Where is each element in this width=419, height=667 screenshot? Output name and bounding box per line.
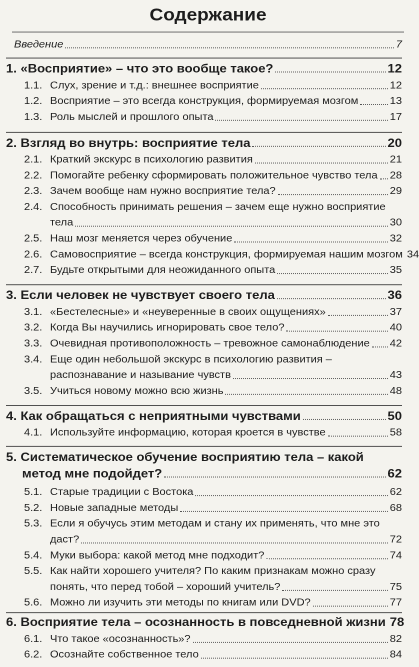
toc-page-number: 62	[387, 466, 402, 481]
title-divider	[12, 32, 404, 33]
toc-section-3-4-cont[interactable]	[50, 368, 402, 383]
toc-chapter-5-cont[interactable]	[22, 464, 402, 483]
toc-section-5-1[interactable]	[24, 485, 402, 500]
page-title: Содержание	[149, 5, 267, 26]
toc-page-number: 77	[389, 597, 402, 609]
dot-leader	[380, 175, 388, 180]
section-number: 5.6.	[24, 597, 43, 609]
toc-chapter-2[interactable]	[6, 134, 402, 153]
toc-chapter-1[interactable]	[6, 59, 402, 78]
toc-section-5-5[interactable]	[24, 564, 402, 579]
dot-leader	[286, 327, 387, 332]
section-title: Что такое «осознанность»?	[50, 633, 191, 645]
section-title: Старые традиции с Востока	[50, 486, 194, 498]
toc-section-2-3[interactable]	[24, 184, 402, 199]
toc-page-number: 35	[389, 264, 402, 276]
toc-page-number: 42	[389, 338, 402, 350]
section-number: 6.2.	[24, 649, 43, 661]
chapter-number: 6.	[6, 614, 17, 629]
section-title: Краткий экскурс в психологию развития	[50, 154, 253, 166]
chapter-title: Взгляд во внутрь: восприятие тела	[20, 135, 251, 150]
section-number: 5.5.	[24, 565, 43, 577]
toc-page-number: 40	[389, 322, 402, 334]
toc-section-6-1[interactable]	[24, 632, 402, 647]
section-title: Новые западные методы	[50, 502, 179, 514]
chapter-divider	[6, 284, 402, 285]
toc-section-3-1[interactable]	[24, 305, 402, 320]
dot-leader	[303, 415, 386, 420]
section-number: 5.2.	[24, 502, 43, 514]
section-title-cont: даст?	[50, 534, 80, 546]
section-number: 1.2.	[24, 95, 43, 107]
section-number: 3.4.	[24, 353, 43, 366]
dot-leader	[233, 374, 388, 379]
section-number: 2.1.	[24, 154, 43, 166]
dot-leader	[275, 68, 385, 73]
dot-leader	[65, 44, 394, 49]
toc-page-number: 68	[389, 502, 402, 514]
section-title: Используйте информацию, которая кроется в чувстве	[50, 427, 326, 439]
toc-page-number: 84	[389, 649, 402, 661]
section-number: 4.1.	[24, 427, 43, 439]
toc-entry-text: Введение	[14, 39, 64, 51]
toc-page-number: 32	[389, 233, 402, 245]
chapter-divider	[6, 446, 402, 447]
toc-page-number: 37	[389, 306, 402, 318]
toc-section-3-5[interactable]	[24, 384, 402, 399]
dot-leader	[266, 555, 387, 560]
toc-section-5-2[interactable]	[24, 501, 402, 516]
chapter-number: 4.	[6, 408, 17, 423]
toc-section-1-2[interactable]	[24, 94, 402, 109]
dot-leader	[234, 238, 387, 243]
toc-page-number: 20	[387, 135, 402, 150]
dot-leader	[193, 638, 388, 643]
chapter-divider	[6, 405, 402, 406]
section-number: 5.1.	[24, 486, 43, 498]
toc-section-5-5-cont[interactable]	[50, 580, 402, 595]
toc-page-number: 30	[389, 217, 402, 229]
section-title-cont: тела	[50, 217, 74, 229]
dot-leader	[180, 507, 388, 512]
toc-page-number: 13	[389, 95, 402, 107]
dot-leader	[328, 311, 388, 316]
toc-page-number: 74	[389, 549, 402, 562]
section-number: 2.4.	[24, 201, 43, 213]
section-title-cont: понять, что перед тобой – хороший учитель?	[50, 581, 281, 593]
section-title: Роль мыслей и прошлого опыта	[50, 111, 214, 123]
toc-page-number: 29	[389, 185, 402, 197]
section-title: Самовосприятие – всегда конструкция, формируемая нашим мозгом	[50, 248, 403, 261]
dot-leader	[328, 432, 388, 437]
section-number: 2.7.	[24, 264, 43, 276]
toc-page-number: 75	[389, 581, 402, 593]
dot-leader	[372, 343, 388, 348]
toc-section-1-3[interactable]	[24, 110, 402, 125]
section-title: Помогайте ребенку сформировать положительное чувство тела	[50, 170, 378, 182]
chapter-divider	[6, 132, 402, 133]
chapter-title: Как обращаться с неприятными чувствами	[20, 408, 301, 423]
section-number: 5.3.	[24, 518, 43, 530]
dot-leader	[277, 294, 386, 299]
toc-section-5-6[interactable]	[24, 595, 402, 610]
chapter-number: 2.	[6, 135, 17, 150]
section-title: Еще один небольшой экскурс в психологию развития –	[50, 353, 332, 366]
dot-leader	[225, 390, 387, 395]
toc-page-number: 12	[389, 79, 402, 92]
section-number: 2.2.	[24, 170, 43, 182]
chapter-title: «Восприятие» – что это вообще такое?	[20, 61, 274, 76]
chapter-number: 1.	[6, 61, 17, 76]
section-number: 3.5.	[24, 385, 43, 397]
toc-section-2-1[interactable]	[24, 152, 402, 167]
dot-leader	[277, 269, 388, 274]
toc-section-2-2[interactable]	[24, 168, 402, 183]
toc-section-5-4[interactable]	[24, 548, 402, 563]
toc-section-3-4[interactable]	[24, 352, 402, 367]
section-title: Можно ли изучить эти методы по книгам или DVD?	[50, 597, 311, 609]
toc-section-2-4[interactable]	[24, 200, 402, 215]
section-title: Зачем вообще нам нужно восприятие тела?	[50, 185, 276, 197]
toc-page-number: 17	[389, 111, 402, 123]
toc-section-5-3-cont[interactable]	[50, 532, 402, 547]
dot-leader	[255, 159, 388, 164]
dot-leader	[201, 654, 388, 659]
section-number: 1.1.	[24, 79, 43, 92]
chapter-number: 3.	[6, 287, 17, 302]
section-number: 3.3.	[24, 338, 43, 350]
section-title: Слух, зрение и т.д.: внешнее восприятие	[50, 79, 259, 92]
section-title: Учиться новому можно всю жизнь	[50, 385, 224, 397]
toc-section-4-1[interactable]	[24, 425, 402, 440]
toc-section-6-2[interactable]	[24, 647, 402, 662]
dot-leader	[252, 142, 385, 147]
dot-leader	[282, 586, 387, 591]
dot-leader	[75, 222, 388, 227]
toc-page-number: 7	[395, 39, 402, 51]
toc-page-number: 36	[387, 287, 402, 302]
toc-section-2-6[interactable]	[24, 247, 419, 262]
dot-leader	[195, 491, 387, 496]
toc-page-number: 78	[389, 614, 405, 629]
toc-page-number: 58	[389, 427, 402, 439]
toc-chapter-4[interactable]	[6, 407, 402, 426]
section-title: Как найти хорошего учителя? По каким признакам можно сразу	[50, 565, 376, 577]
dot-leader	[215, 116, 387, 121]
section-number: 3.2.	[24, 322, 43, 334]
section-title: Будьте открытыми для неожиданного опыта	[50, 264, 276, 276]
dot-leader	[278, 190, 388, 195]
toc-section-3-2[interactable]	[24, 320, 402, 335]
dot-leader	[360, 100, 387, 105]
toc-page-number: 72	[389, 534, 402, 546]
dot-leader	[261, 85, 388, 90]
toc-page-number: 28	[389, 170, 402, 182]
toc-page-number: 12	[387, 61, 402, 76]
section-title: «Бестелесные» и «неуверенные в своих ощущениях»	[50, 306, 326, 318]
toc-page-number: 21	[389, 154, 402, 166]
chapter-divider	[6, 58, 402, 59]
toc-page-number: 62	[389, 486, 402, 498]
toc-page-number: 50	[387, 408, 402, 423]
section-title: Восприятие – это всегда конструкция, формируемая мозгом	[50, 95, 359, 107]
section-title: Когда Вы научились игнорировать свое тело?	[50, 322, 285, 334]
dot-leader	[81, 539, 388, 544]
section-title: Наш мозг меняется через обучение	[50, 233, 233, 245]
section-title-cont: распознавание и называние чувств	[50, 369, 231, 381]
chapter-title: Систематическое обучение восприятию тела – какой	[20, 449, 364, 464]
toc-section-5-3[interactable]	[24, 517, 402, 532]
chapter-title: Если человек не чувствует своего тела	[20, 287, 275, 302]
toc-page-number: 43	[389, 369, 402, 381]
toc-chapter-6[interactable]	[6, 613, 405, 632]
toc-section-2-4-cont[interactable]	[50, 216, 402, 231]
toc-entry-intro[interactable]	[14, 37, 402, 52]
section-number: 6.1.	[24, 633, 43, 645]
section-number: 2.5.	[24, 233, 43, 245]
toc-section-2-7[interactable]	[24, 263, 402, 278]
section-title: Очевидная противоположность – тревожное самонаблюдение	[50, 338, 370, 350]
toc-page-number: 48	[389, 385, 402, 397]
chapter-number: 5.	[6, 449, 17, 464]
section-title: Осознайте собственное тело	[50, 649, 199, 661]
section-number: 2.3.	[24, 185, 43, 197]
toc-page-number: 82	[389, 633, 402, 645]
section-number: 5.4.	[24, 549, 43, 562]
toc-section-1-1[interactable]	[24, 78, 402, 93]
toc-chapter-3[interactable]	[6, 286, 402, 305]
section-number: 3.1.	[24, 306, 43, 318]
toc-section-2-5[interactable]	[24, 231, 402, 246]
section-title: Если я обучусь этим методам и стану их применять, что мне это	[50, 518, 380, 530]
toc-page-number: 34	[406, 248, 419, 261]
chapter-title-cont: метод мне подойдет?	[22, 466, 163, 481]
toc-section-3-3[interactable]	[24, 336, 402, 351]
section-title: Способность принимать решения – зачем еще нужно восприятие	[50, 201, 386, 213]
section-number: 2.6.	[24, 248, 43, 261]
dot-leader	[313, 602, 388, 607]
dot-leader	[164, 473, 385, 478]
section-number: 1.3.	[24, 111, 43, 123]
section-title: Муки выбора: какой метод мне подходит?	[50, 549, 265, 562]
chapter-title: Восприятие тела – осознанность в повседневной жизни	[20, 614, 386, 629]
